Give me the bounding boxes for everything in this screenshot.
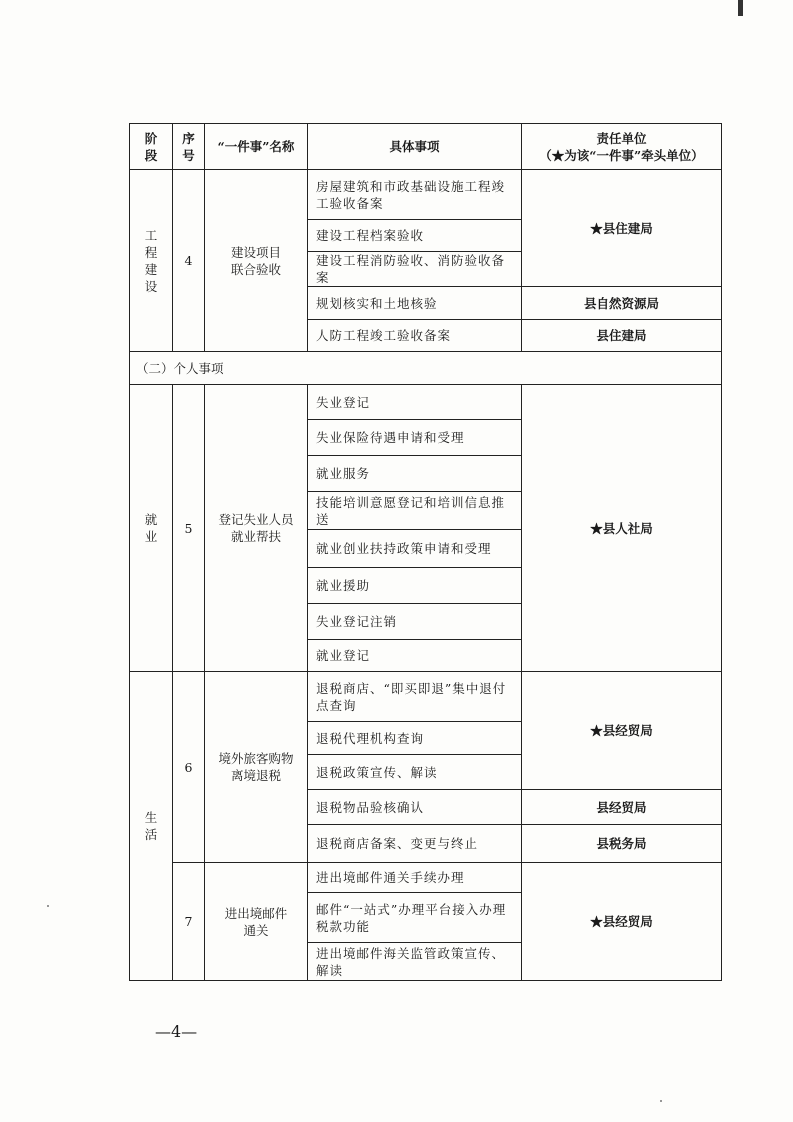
header-no: 序号 xyxy=(173,124,205,170)
no-cell: 7 xyxy=(173,863,205,981)
name-line: 离境退税 xyxy=(230,768,281,783)
unit-cell: 县自然资源局 xyxy=(522,287,722,320)
header-name: “一件事”名称 xyxy=(205,124,308,170)
page-number: —4— xyxy=(155,1022,198,1041)
item-cell: 就业援助 xyxy=(308,568,522,604)
item-cell: 邮件“一站式”办理平台接入办理税款功能 xyxy=(308,893,522,943)
stage-cell: 就业 xyxy=(130,385,173,672)
unit-cell: ★县经贸局 xyxy=(522,672,722,790)
stage-cell: 生活 xyxy=(130,672,173,981)
item-cell: 就业登记 xyxy=(308,640,522,672)
table-row xyxy=(130,863,722,893)
item-cell: 退税代理机构查询 xyxy=(308,722,522,755)
scan-dot xyxy=(47,905,49,907)
table-row xyxy=(130,385,722,420)
item-cell: 人防工程竣工验收备案 xyxy=(308,320,522,352)
item-cell: 就业服务 xyxy=(308,456,522,492)
scan-dot xyxy=(660,1100,662,1102)
name-line: 通关 xyxy=(243,922,269,938)
unit-cell: 县住建局 xyxy=(522,320,722,352)
scan-mark xyxy=(738,0,743,16)
section-title: （二）个人事项 xyxy=(130,352,722,385)
name-cell xyxy=(205,863,308,981)
section-row xyxy=(130,352,722,385)
table-row xyxy=(130,672,722,722)
name-line: 就业帮扶 xyxy=(230,529,281,544)
header-item: 具体事项 xyxy=(308,124,522,170)
header-unit xyxy=(522,124,722,170)
no-cell: 5 xyxy=(173,385,205,672)
table-row xyxy=(130,170,722,220)
header-unit-line1: 责任单位 xyxy=(596,130,647,146)
header-stage: 阶段 xyxy=(130,124,173,170)
item-cell: 失业登记 xyxy=(308,385,522,420)
unit-cell: 县经贸局 xyxy=(522,790,722,825)
name-line: 建设项目 xyxy=(230,244,281,260)
item-cell: 失业保险待遇申请和受理 xyxy=(308,420,522,456)
no-cell: 6 xyxy=(173,672,205,863)
unit-cell: ★县经贸局 xyxy=(522,863,722,981)
item-cell: 退税政策宣传、解读 xyxy=(308,755,522,790)
unit-cell: ★县住建局 xyxy=(522,170,722,287)
header-unit-line2: （★为该“一件事”牵头单位） xyxy=(539,147,704,163)
item-cell: 失业登记注销 xyxy=(308,604,522,640)
unit-cell: ★县人社局 xyxy=(522,385,722,672)
name-cell xyxy=(205,672,308,863)
name-line: 进出境邮件 xyxy=(224,905,288,921)
stage-cell: 工程建设 xyxy=(130,170,173,352)
name-cell xyxy=(205,385,308,672)
no-cell: 4 xyxy=(173,170,205,352)
item-cell: 建设工程消防验收、消防验收备案 xyxy=(308,252,522,287)
name-line: 联合验收 xyxy=(230,261,281,277)
responsibility-table xyxy=(129,123,722,981)
item-cell: 建设工程档案验收 xyxy=(308,220,522,252)
item-cell: 进出境邮件通关手续办理 xyxy=(308,863,522,893)
item-cell: 退税商店备案、变更与终止 xyxy=(308,825,522,863)
item-cell: 技能培训意愿登记和培训信息推送 xyxy=(308,492,522,530)
item-cell: 就业创业扶持政策申请和受理 xyxy=(308,530,522,568)
item-cell: 退税商店、“即买即退”集中退付点查询 xyxy=(308,672,522,722)
name-line: 境外旅客购物 xyxy=(218,751,294,766)
item-cell: 退税物品验核确认 xyxy=(308,790,522,825)
name-line: 登记失业人员 xyxy=(218,512,294,527)
unit-cell: 县税务局 xyxy=(522,825,722,863)
name-cell xyxy=(205,170,308,352)
item-cell: 进出境邮件海关监管政策宣传、解读 xyxy=(308,943,522,981)
item-cell: 规划核实和土地核验 xyxy=(308,287,522,320)
item-cell: 房屋建筑和市政基础设施工程竣工验收备案 xyxy=(308,170,522,220)
table-header-row xyxy=(130,124,722,170)
